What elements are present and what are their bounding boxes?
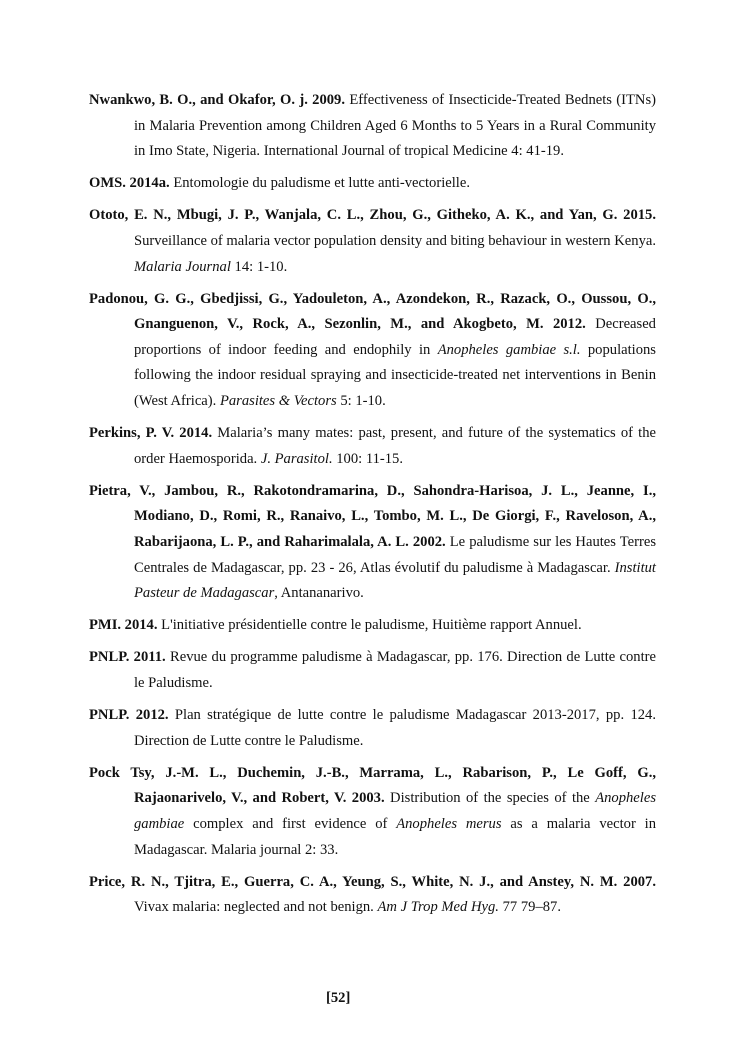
reference-text: Surveillance of malaria vector population density and biting behaviour in western Kenya. — [134, 232, 656, 249]
reference-text: 14: 1-10. — [230, 258, 288, 275]
reference-text: Plan stratégique de lutte contre le paludisme Madagascar 2013-2017, pp. 124. Direction de Lutte contre le Paludisme. — [134, 707, 656, 749]
reference-text: populations following the indoor residual spraying and insecticide-treated net interventions in Benin (West Africa). — [134, 341, 656, 410]
reference-text: as a malaria vector in Madagascar. Malaria journal 2: 33. — [134, 815, 656, 858]
reference-text: Vivax malaria: neglected and not benign. — [134, 899, 378, 916]
reference-entry — [89, 203, 656, 280]
reference-authors-year: Pock Tsy, J.-M. L., Duchemin, J.-B., Marrama, L., Rabarison, P., Le Goff, G., Rajaonarivelo, V., and Robert, V. 2003. — [89, 764, 656, 807]
reference-authors-year: PNLP. 2011. — [89, 649, 166, 666]
reference-italic-text: Am J Trop Med Hyg. — [377, 899, 499, 916]
reference-authors-year: PMI. 2014. — [89, 617, 158, 634]
reference-italic-text: Malaria Journal — [134, 258, 231, 275]
reference-text: Le paludisme sur les Hautes Terres Centrales de Madagascar, pp. 23 - 26, Atlas évolutif du paludisme à Madagascar. — [134, 534, 657, 576]
reference-entry — [89, 703, 656, 754]
reference-entry — [89, 645, 656, 696]
reference-text: , Antananarivo. — [274, 585, 364, 602]
reference-entry — [89, 421, 656, 472]
reference-text: 77 79–87. — [498, 899, 561, 916]
reference-text: L'initiative présidentielle contre le paludisme, Huitième rapport Annuel. — [157, 617, 582, 634]
page-number: [52] — [326, 990, 351, 1006]
reference-text: Distribution of the species of the — [384, 790, 596, 807]
reference-text: Entomologie du paludisme et lutte anti-vectorielle. — [169, 175, 470, 192]
reference-entry — [89, 761, 656, 863]
reference-entry — [89, 171, 656, 197]
reference-text: 100: 11-15. — [332, 450, 404, 467]
reference-text: Revue du programme paludisme à Madagascar, pp. 176. Direction de Lutte contre le Paludisme. — [134, 649, 656, 691]
reference-authors-year: OMS. 2014a. — [89, 175, 170, 192]
reference-entry — [89, 870, 656, 921]
reference-entry — [89, 287, 656, 415]
reference-italic-text: Institut Pasteur de Madagascar — [134, 559, 656, 602]
reference-authors-year: Price, R. N., Tjitra, E., Guerra, C. A., Yeung, S., White, N. J., and Anstey, N. M. 2007. — [89, 873, 656, 890]
reference-italic-text: Parasites & Vectors — [219, 393, 337, 410]
reference-italic-text: Anopheles gambiae s.l. — [437, 341, 581, 358]
reference-text: complex and first evidence of — [184, 815, 397, 832]
reference-entry — [89, 613, 656, 639]
reference-italic-text: J. Parasitol. — [260, 450, 333, 467]
reference-italic-text: Anopheles merus — [396, 815, 502, 832]
reference-authors-year: Ototo, E. N., Mbugi, J. P., Wanjala, C. L., Zhou, G., Githeko, A. K., and Yan, G. 2015. — [89, 207, 656, 224]
reference-text: Decreased proportions of indoor feeding and endophily in — [134, 316, 656, 358]
reference-entry — [89, 479, 656, 607]
reference-authors-year: Padonou, G. G., Gbedjissi, G., Yadouleton, A., Azondekon, R., Razack, O., Oussou, O., Gnanguenon, V., Rock, A., Sezonlin, M., and Akogbeto, M. 2012. — [89, 290, 656, 333]
reference-authors-year: Pietra, V., Jambou, R., Rakotondramarina, D., Sahondra-Harisoa, J. L., Jeanne, I., Modiano, D., Romi, R., Ranaivo, L., Tombo, M. L., De Giorgi, F., Raveloson, A., Rabarijaona, L. P., and Raharimalala, A. L. 2002. — [89, 482, 656, 550]
reference-text: Effectiveness of Insecticide-Treated Bednets (ITNs) in Malaria Prevention among Children Aged 6 Months to 5 Years in a Rural Community in Imo State, Nigeria. International Journal of tropical Medicine 4: 41-19. — [134, 92, 656, 160]
reference-entry — [89, 88, 656, 165]
reference-authors-year: PNLP. 2012. — [89, 707, 169, 724]
reference-authors-year: Nwankwo, B. O., and Okafor, O. j. 2009. — [89, 92, 346, 108]
reference-list — [89, 88, 656, 927]
reference-text: 5: 1-10. — [336, 393, 386, 410]
reference-authors-year: Perkins, P. V. 2014. — [89, 425, 213, 442]
reference-italic-text: Anopheles gambiae — [134, 790, 656, 832]
reference-text: Malaria’s many mates: past, present, and future of the systematics of the order Haemosporida. — [134, 425, 657, 467]
